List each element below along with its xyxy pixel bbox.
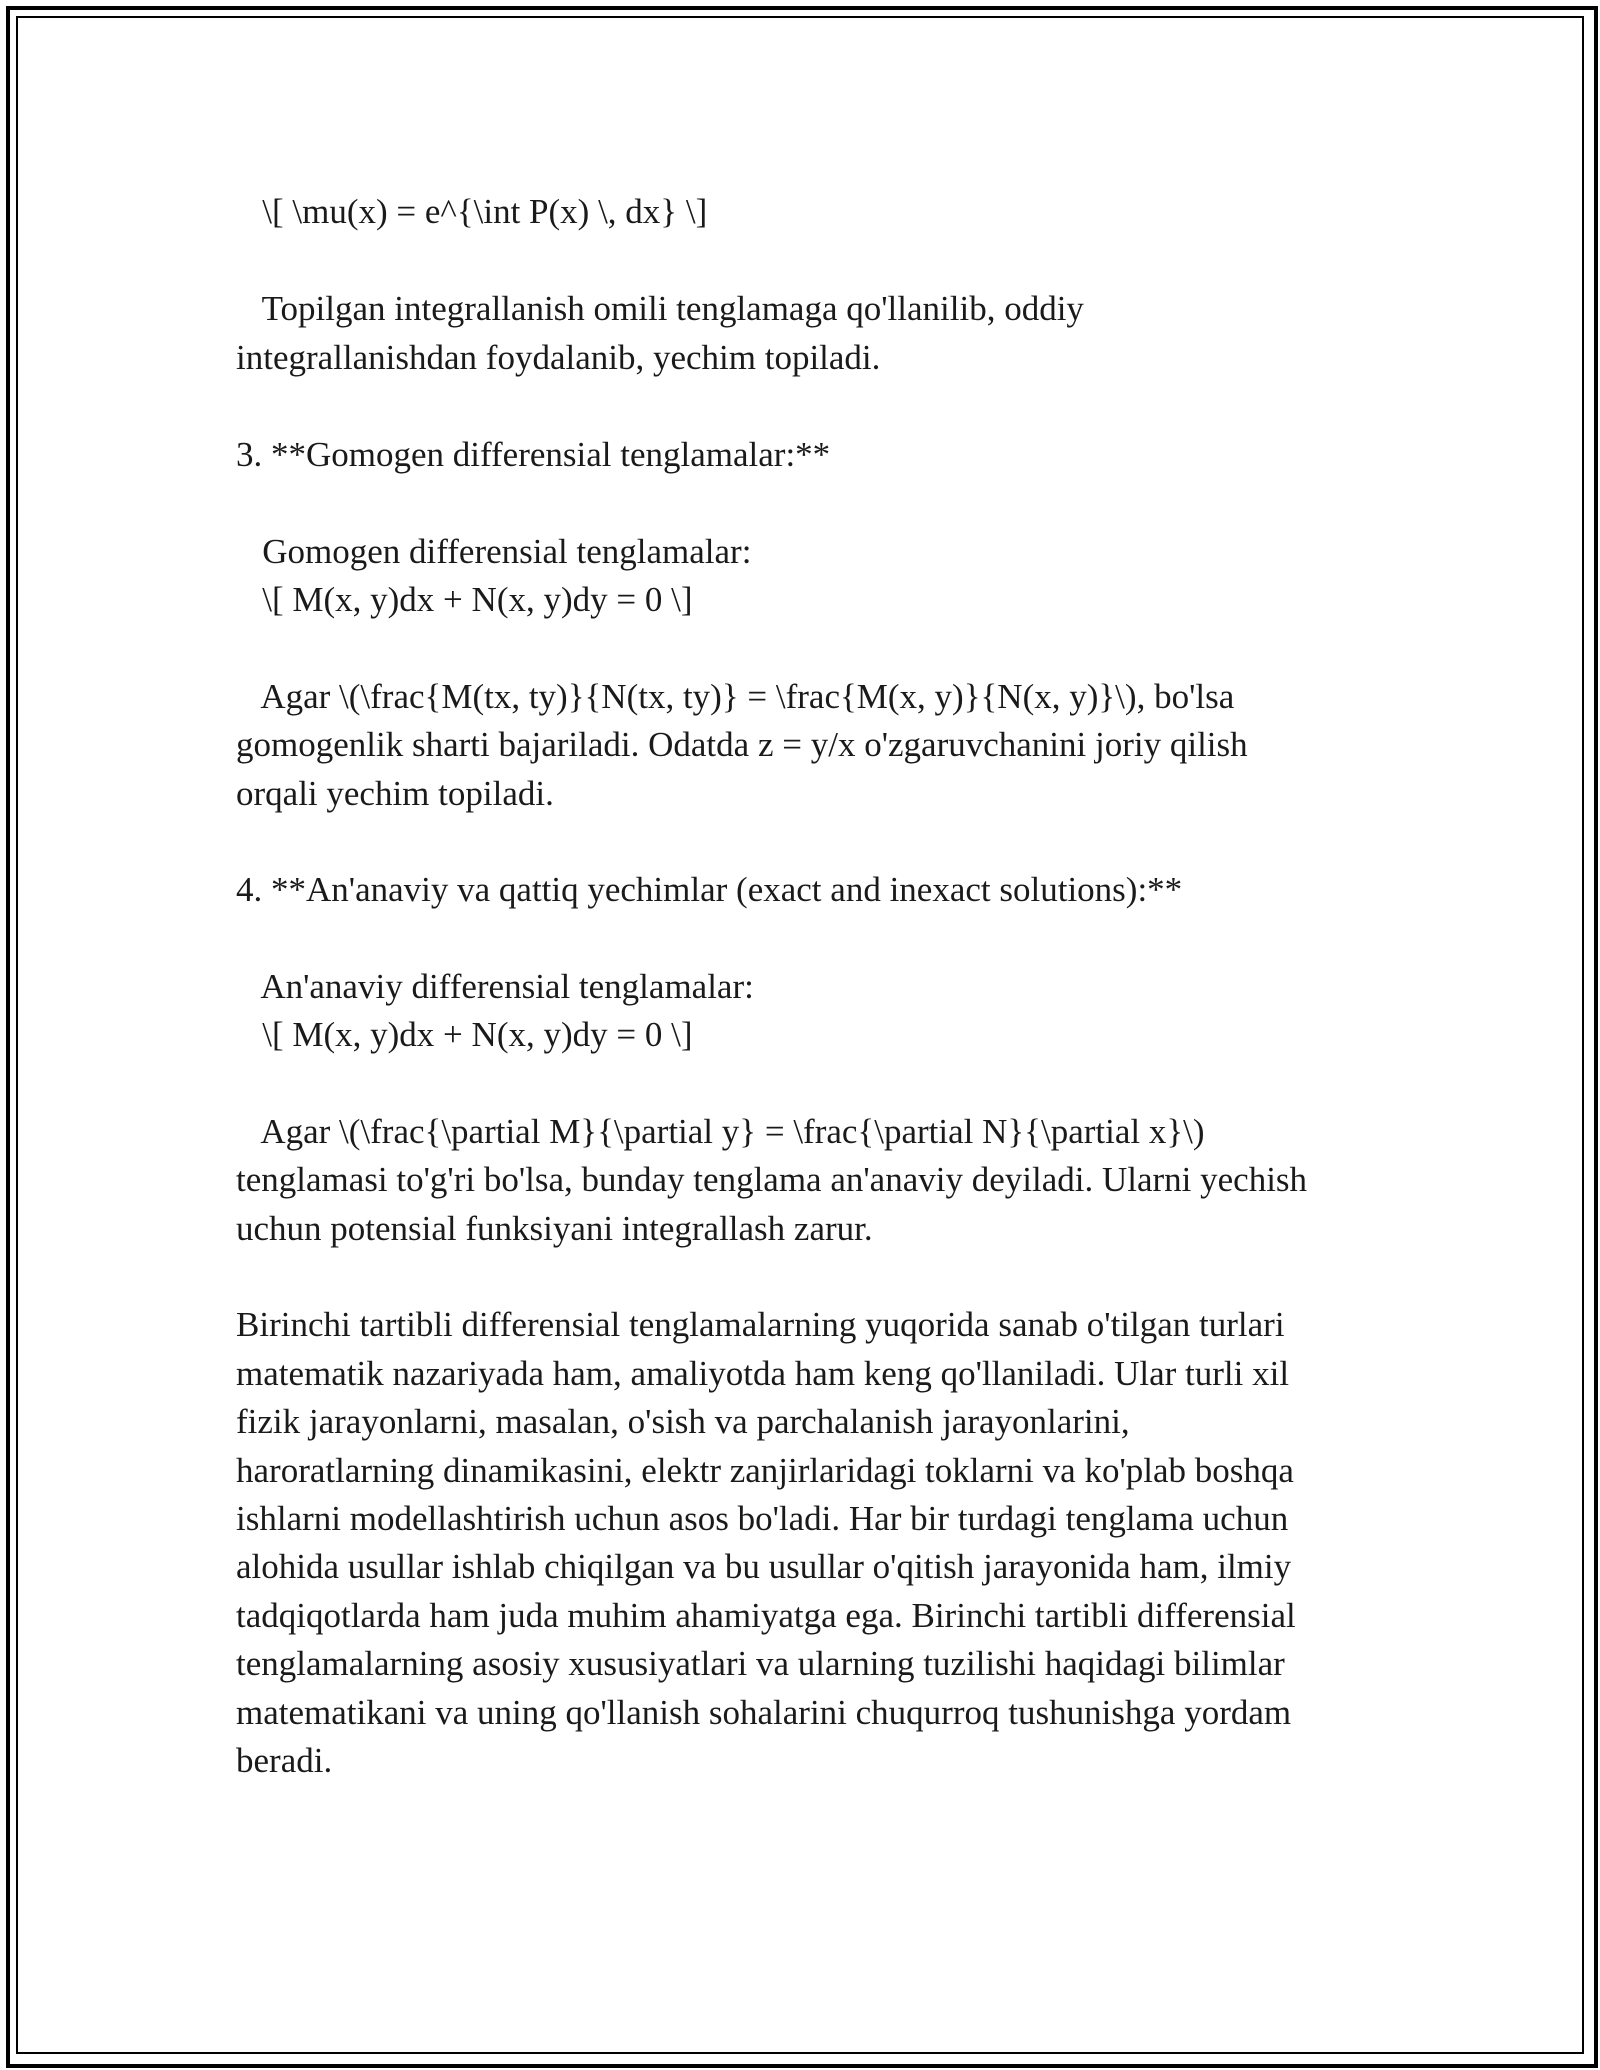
paragraph-line: An'anaviy differensial tenglamalar: <box>236 967 754 1006</box>
paragraph-line: Birinchi tartibli differensial tenglamalarning yuqorida sanab o'tilgan turlari <box>236 1305 1285 1344</box>
paragraph-line: Topilgan integrallanish omili tenglamaga qo'llanilib, oddiy <box>236 289 1084 328</box>
paragraph-line: haroratlarning dinamikasini, elektr zanjirlaridagi toklarni va ko'plab boshqa <box>236 1451 1294 1490</box>
paragraph-line: Agar \(\frac{M(tx, ty)}{N(tx, ty)} = \frac{M(x, y)}{N(x, y)}\), bo'lsa <box>236 677 1235 716</box>
paragraph-line: integrallanishdan foydalanib, yechim topiladi. <box>236 338 881 377</box>
paragraph-line: alohida usullar ishlab chiqilgan va bu usullar o'qitish jarayonida ham, ilmiy <box>236 1547 1292 1586</box>
paragraph-line: beradi. <box>236 1741 333 1780</box>
paragraph-line: tenglamasi to'g'ri bo'lsa, bunday tenglama an'anaviy deyiladi. Ularni yechish <box>236 1160 1308 1199</box>
section-heading-exact: 4. **An'anaviy va qattiq yechimlar (exact and inexact solutions):** <box>236 870 1183 909</box>
paragraph-line: uchun potensial funksiyani integrallash zarur. <box>236 1209 873 1248</box>
section-heading-homogeneous: 3. **Gomogen differensial tenglamalar:** <box>236 435 831 474</box>
paragraph-line: matematikani va uning qo'llanish sohalarini chuqurroq tushunishga yordam <box>236 1693 1292 1732</box>
paragraph-line: ishlarni modellashtirish uchun asos bo'ladi. Har bir turdagi tenglama uchun <box>236 1499 1289 1538</box>
paragraph-line: Agar \(\frac{\partial M}{\partial y} = \frac{\partial N}{\partial x}\) <box>236 1112 1205 1151</box>
equation-homogeneous: \[ M(x, y)dx + N(x, y)dy = 0 \] <box>236 580 693 619</box>
paragraph-line: tadqiqotlarda ham juda muhim ahamiyatga ega. Birinchi tartibli differensial <box>236 1596 1296 1635</box>
paragraph-line: Gomogen differensial tenglamalar: <box>236 532 752 571</box>
equation-exact: \[ M(x, y)dx + N(x, y)dy = 0 \] <box>236 1015 693 1054</box>
paragraph-line: tenglamalarning asosiy xususiyatlari va ularning tuzilishi haqidagi bilimlar <box>236 1644 1285 1683</box>
paragraph-line: matematik nazariyada ham, amaliyotda ham keng qo'llaniladi. Ular turli xil <box>236 1354 1290 1393</box>
paragraph-line: orqali yechim topiladi. <box>236 774 554 813</box>
paragraph-line: gomogenlik sharti bajariladi. Odatda z = y/x o'zgaruvchanini joriy qilish <box>236 725 1248 764</box>
paragraph-line: fizik jarayonlarni, masalan, o'sish va parchalanish jarayonlarini, <box>236 1402 1130 1441</box>
equation-integrating-factor: \[ \mu(x) = e^{\int P(x) \, dx} \] <box>236 192 708 231</box>
